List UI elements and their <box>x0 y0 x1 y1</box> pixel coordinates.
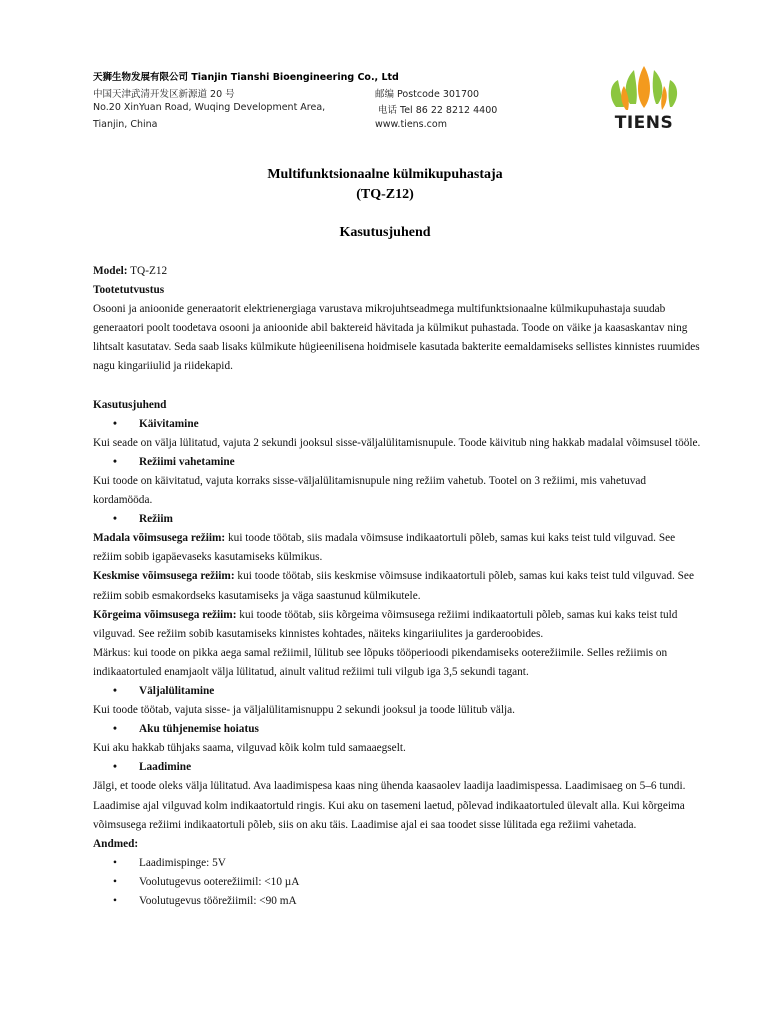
model-value: TQ-Z12 <box>127 265 168 277</box>
switch-heading: • Režiimi vahetamine <box>93 453 705 472</box>
bullet-icon: • <box>113 417 117 430</box>
low-mode-paragraph: Madala võimsusega režiim: kui toode töötab, siis madala võimsuse indikaatortuli põleb, samas kui kaks teist tuld vilguvad. See režiim sobib igapäevaseks kasutamiseks külmikus. <box>93 532 676 564</box>
mid-mode-paragraph: Keskmise võimsusega režiim: kui toode töötab, siis keskmise võimsuse indikaatortuli põleb, samas kui kaks teist tuld vilguvad. See režiim sobib esmakordseks kasutamiseks ja väga saastunud külmikutele. <box>93 570 694 602</box>
address-line-1: No.20 XinYuan Road, Wuqing Development Area, <box>93 102 326 113</box>
website: www.tiens.com <box>375 119 447 130</box>
battery-text: Kui aku hakkab tühjaks saama, vilguvad kõik kolm tuld samaaegselt. <box>93 742 406 755</box>
data-heading: Andmed: <box>93 837 139 850</box>
charge-text: Jälgi, et toode oleks välja lülitatud. Ava laadimispesa kaas ning ühenda kaasaolev laadija laadimispessa. Laadimisaeg on 5–6 tundi. Laadimise ajal vilguvad kolm indikaatortuld ringis. Kui aku on tasemeni laetud, põlevad indikaatortuled ülevalt alla. Kui kõrgeima võimsusega režiimi indikaatortuli põleb, siis on aku täis. Laadimise ajal ei saa toodet sisse lülitada ega režiimi vahetada. <box>93 780 686 831</box>
bullet-icon: • <box>113 875 117 888</box>
postcode: 邮编 Postcode 301700 <box>375 89 480 100</box>
logo-text: TIENS <box>614 113 674 133</box>
note-text: Märkus: kui toode on pikka aega samal režiimil, lülitub see lõpuks tööperioodi pikendamiseks ooterežiimile. Selles režiimis on indikaatortuled enamjaolt välja lülitatud, ainult valitud režiimi tuli vilgub iga 3,5 sekundi tagant. <box>93 646 668 678</box>
bullet-icon: • <box>113 895 117 907</box>
high-mode-paragraph: Kõrgeima võimsusega režiim: kui toode töötab, siis kõrgeima võimsusega režiimi indikaatortuli põleb, samas kui kaks teist tuld vilguvad. See režiim sobib kasutamiseks kinnistes kohtades, näiteks kingariiulites ja garderoobides. <box>93 608 678 640</box>
start-text: Kui seade on välja lülitatud, vajuta 2 sekundi jooksul sisse-väljalülitamisnupule. Toode käivitub ning hakkab madalal võimsusel tööle. <box>93 436 701 449</box>
data-item: • Laadimispinge: 5V <box>93 854 705 873</box>
address-line-2: Tianjin, China <box>93 119 158 130</box>
battery-heading: • Aku tühjenemise hoiatus <box>93 720 705 739</box>
mode-heading: • Režiim <box>93 510 705 529</box>
bullet-icon: • <box>113 761 117 774</box>
off-text: Kui toode töötab, vajuta sisse- ja väljalülitamisnuppu 2 sekundi jooksul ja toode lülitub välja. <box>93 704 516 717</box>
document-title: Multifunktsionaalne külmikupuhastaja <box>267 167 503 182</box>
description-text: Osooni ja anioonide generaatorit elektrienergiaga varustava mikrojuhtseadmega multifunktsionaalne külmikupuhastaja suudab generaatori poolt toodetava osooni ja anioonide abil baktereid hävitada ja külmikut puhastada. Toode on väike ja kaasaskantav ning lihtsalt kasutatav. Seda saab lisaks külmikute hügieenilisena hoidmisele kasutada bakterite eemaldamiseks sellistes kinnistes ruumides nagu kingariiulid ja riidekapid. <box>93 303 700 373</box>
bullet-icon: • <box>113 723 117 736</box>
model-code-title: (TQ-Z12) <box>356 187 414 202</box>
charge-heading: • Laadimine <box>93 758 705 777</box>
address-chinese: 中国天津武清开发区新源道 20 号 <box>93 89 235 100</box>
manual-title: Kasutusjuhend <box>339 225 431 240</box>
bullet-icon: • <box>113 513 117 526</box>
description-heading: Tootetutvustus <box>93 284 165 297</box>
bullet-icon: • <box>113 455 117 468</box>
usage-heading: Kasutusjuhend <box>93 398 167 411</box>
off-heading: • Väljalülitamine <box>93 682 705 701</box>
bullet-icon: • <box>113 856 117 869</box>
data-item: • Voolutugevus ooterežiimil: <10 µA <box>93 873 705 892</box>
bullet-icon: • <box>113 684 117 697</box>
switch-text: Kui toode on käivitatud, vajuta korraks sisse-väljalülitamisnupule ning režiim vahetub. Tootel on 3 režiimi, mis vahetuvad kordamööda. <box>93 474 647 507</box>
model-label: Model: <box>93 265 128 277</box>
telephone: 电话 Tel 86 22 8212 4400 <box>378 105 498 116</box>
data-item: • Voolutugevus töörežiimil: <90 mA <box>93 892 705 911</box>
company-name: 天狮生物发展有限公司 Tianjin Tianshi Bioengineering Co., Ltd <box>93 72 399 83</box>
start-heading: • Käivitamine <box>93 415 705 434</box>
document-body <box>93 262 705 911</box>
model-line <box>93 262 705 281</box>
